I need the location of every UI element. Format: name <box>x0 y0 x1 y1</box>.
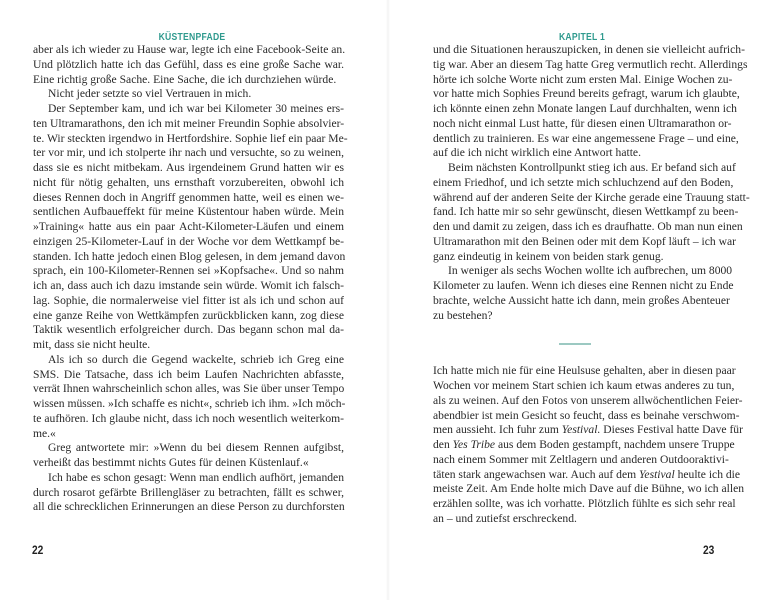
text-line: fand. Ich hatte mir so sehr gewünscht, diesen Wettkampf zu been- <box>433 205 739 219</box>
text-line: sprach, ein 100-Kilometer-Rennen sei »Kopfsache«. Und so nahm <box>33 264 344 278</box>
text-line: te. Wir steckten irgendwo in Hertfordshire. Sophie lief ein paar Me- <box>33 131 348 145</box>
section-break-divider <box>559 343 591 345</box>
text-line: te aufhören. Ich glaube nicht, dass ich noch wesentlich weiterkom- <box>33 411 344 425</box>
text-line: den Yes Tribe aus dem Boden gestampft, nachdem unsere Truppe <box>433 438 735 451</box>
text-line: Der September kam, und ich war bei Kilometer 30 meines ers- <box>48 102 344 115</box>
text-line: mit, dass sie nicht heulte. <box>33 338 151 351</box>
right-page <box>388 0 776 600</box>
text-line: einzigen 25-Kilometer-Lauf in der Woche vor dem Wettkampf be- <box>33 234 344 248</box>
running-head: KÜSTENPFADE <box>158 31 226 43</box>
text-line: ich könnte einen zehn Monate langen Lauf durchhalten, wenn ich <box>433 102 737 115</box>
text-line: lag. Sophie, die normalerweise viel fitter ist als ich und schon auf <box>33 293 344 307</box>
text-line: Wochen vor meinem Start schien ich kaum etwas anderes zu tun, <box>433 379 735 392</box>
text-line: dieses Rennen doch in Angriff genommen hatte, weil es einen we- <box>33 190 344 204</box>
text-line: Und plötzlich hatte ich das Gefühl, dass es eine große Sache war. <box>33 57 344 71</box>
text-line: zu bestehen? <box>433 308 493 322</box>
text-line: dass sie es nicht mitbekam. Aus irgendeinem Grund hatten wir es <box>33 161 344 174</box>
text-line: Taktik wesentlich erfolgreicher durch. Das begann schon mal da- <box>33 323 344 337</box>
text-line: tig war. Aber an diesem Tag hatte Greg vermutlich recht. Allerdings <box>433 57 748 71</box>
section-before-break <box>433 43 750 323</box>
text-line: In weniger als sechs Wochen wollte ich aufbrechen, um 8000 <box>448 264 733 278</box>
text-line: SMS. Die Tatsache, dass ich beim Laufen Nachrichten abfasste, <box>33 367 344 381</box>
italic-title: Yes Tribe <box>452 438 496 451</box>
text-line: während auf der anderen Seite der Kirche gerade eine Trauung statt- <box>433 190 750 204</box>
text-line: ter vor mir, und ich stolperte ihr nach und versuchte, so zu weinen, <box>33 146 344 160</box>
text-line: vor hatte mich Sophies Freund bereits gefragt, warum ich glaubte, <box>433 87 740 101</box>
text-line: ten Ultramarathons, den ich mit meiner Freundin Sophie absolvier- <box>33 116 345 130</box>
text-line: hörte ich solche Worte nicht zum ersten Mal. Einige Wochen zu- <box>433 72 733 86</box>
text-line: noch nicht einmal Lust hatte, für diesen einen Ultramarathon or- <box>433 116 732 130</box>
text-line: Ultramarathon mit den Beinen oder mit dem Kopf läuft – ich war <box>433 234 736 248</box>
page-number: 23 <box>703 543 715 557</box>
text-line: und die Situationen herauszupicken, in denen sie vielleicht aufrich- <box>433 43 745 56</box>
italic-title: Yestival. <box>561 423 601 437</box>
text-line: men aussieht. Ich fuhr zum Yestival. Dieses Festival hatte Dave für <box>433 423 743 437</box>
text-line: Kilometer zu laufen. Wenn ich dieses eine Rennen nicht zu Ende <box>433 279 734 292</box>
text-line: Ich habe es schon gesagt: Wenn man endlich aufhört, jemanden <box>48 470 344 484</box>
text-line: nicht für nötig gehalten, uns ernsthaft vorzubereiten, obwohl ich <box>33 175 344 189</box>
section-after-break <box>433 364 745 526</box>
text-line: nach einem Sommer mit Zeltlagern und anderen Outdooraktivi- <box>433 452 729 466</box>
text-line: brachte, welche Aussicht hatte ich dann, mein großes Abenteuer <box>433 293 730 307</box>
page-number: 22 <box>32 543 44 557</box>
text-line: »Training« hatte aus ein paar Acht-Kilometer-Läufen und einem <box>33 220 344 233</box>
text-line: täten stark angewachsen war. Auch auf dem Yestival heulte ich die <box>433 467 741 481</box>
text-line: ich an, dass auch ich dazu imstande sein würde. Womit ich falsch- <box>33 279 344 292</box>
text-line: aber als ich wieder zu Hause war, legte ich eine Facebook-Seite an. <box>33 43 346 56</box>
text-line: sentlichen Aufbaueffekt für meine Küstentour haben würde. Mein <box>33 205 344 219</box>
text-line: verrät Ihnen wahrscheinlich schon alles, was Sie über unser Tempo <box>33 382 345 396</box>
text-line: Als ich so durch die Gegend wackelte, schrieb ich Greg eine <box>48 352 344 366</box>
text-line: all die schrecklichen Erinnerungen an diese Person zu durchforsten <box>33 500 345 514</box>
text-line: ganz eindeutig in keinem von beiden stark genug. <box>433 249 664 263</box>
body-text <box>33 43 348 515</box>
text-line: eine ganze Reihe von Wettkämpfen zurückblicken kann, zog diese <box>33 308 344 322</box>
text-line: durch rosarot gefärbte Brillengläser zu betrachten, fällt es schwer, <box>33 485 344 499</box>
text-line: als zu weinen. Auf den Fotos von unserem allwöchentlichen Feier- <box>433 393 743 407</box>
text-line: standen. Ich hatte jedoch einen Blog gelesen, in dem jemand davon <box>33 249 346 263</box>
text-line: Eine richtig große Sache. Eine Sache, die ich durchziehen würde. <box>33 72 337 86</box>
text-line: dentlich zu trainieren. Es war eine angemessene Frage – und eine, <box>433 131 739 145</box>
text-line: meiste Zeit. Am Ende holte mich Dave auf die Bühne, wo ich allen <box>433 482 745 496</box>
text-line: auf die ich nicht wirklich eine Antwort hatte. <box>433 146 641 160</box>
text-line: den und damit zu zeigen, dass ich es draufhatte. Ob man nun einen <box>433 220 743 233</box>
text-line: Beim nächsten Kontrollpunkt stieg ich aus. Er befand sich auf <box>448 161 736 174</box>
text-line: an – und zutiefst erschreckend. <box>433 511 577 525</box>
text-line: verheißt das bestimmt nichts Gutes für deinen Küstenlauf.« <box>33 456 309 469</box>
text-line: abendbier ist mein Gesicht so feucht, dass es beinahe verschwom- <box>433 408 740 422</box>
text-line: Greg antwortete mir: »Wenn du bei diesem Rennen aufgibst, <box>48 441 344 455</box>
text-line: erzählen sollte, was ich vorhatte. Plötzlich fühlte es sich sehr real <box>433 497 736 510</box>
text-line: Ich hatte mich nie für eine Heulsuse gehalten, aber in diesen paar <box>433 364 736 378</box>
body-text <box>433 43 750 527</box>
running-head: KAPITEL 1 <box>558 31 606 43</box>
italic-title: Yestival <box>639 467 675 481</box>
text-line: Nicht jeder setzte so viel Vertrauen in mich. <box>48 87 252 101</box>
text-line: me.« <box>33 426 56 440</box>
text-line: wissen müssen. »Ich schaffe es nicht«, schrieb ich ihm. »Ich möch- <box>33 397 346 410</box>
text-line: einem Friedhof, und ich setzte mich schluchzend auf den Boden, <box>433 175 734 189</box>
